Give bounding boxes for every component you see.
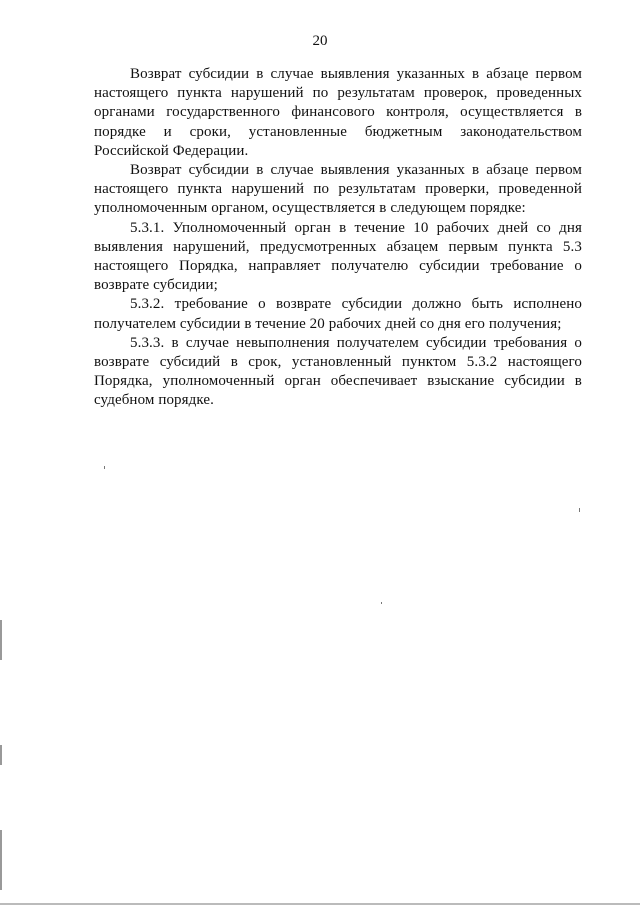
scan-speck (579, 508, 580, 512)
document-body (94, 65, 582, 411)
paragraph-5-3-1: 5.3.1. Уполномоченный орган в течение 10 рабочих дней со дня выявления нарушений, предусмотренных абзацем первым пункта 5.3 настоящего Порядка, направляет получателю субсидии требование о возврате субсидии; (94, 219, 582, 294)
scan-edge-mark (0, 830, 2, 890)
scan-speck (381, 602, 382, 604)
paragraph-5-3-3: 5.3.3. в случае невыполнения получателем субсидии требования о возврате субсидий в срок, установленный пунктом 5.3.2 настоящего Порядка, уполномоченный орган обеспечивает взыскание субсидии в судебном порядке. (94, 334, 582, 409)
paragraph-5-3-2: 5.3.2. требование о возврате субсидии должно быть исполнено получателем субсидии в течение 20 рабочих дней со дня его получения; (94, 296, 582, 332)
scan-edge-mark (0, 620, 2, 660)
scan-edge-mark (0, 745, 2, 765)
paragraph-return-authorized-body: Возврат субсидии в случае выявления указанных в абзаце первом настоящего пункта нарушений по результатам проверки, проведенной уполномоченным органом, осуществляется в следующем порядке: (94, 162, 582, 217)
scan-speck (104, 466, 105, 469)
page-number: 20 (312, 33, 328, 49)
paragraph-return-state-control: Возврат субсидии в случае выявления указанных в абзаце первом настоящего пункта нарушений по результатам проверок, проведенных органами государственного финансового контроля, осуществляется в порядке и сроки, установленные бюджетным законодательством Российской Федерации. (94, 66, 582, 159)
